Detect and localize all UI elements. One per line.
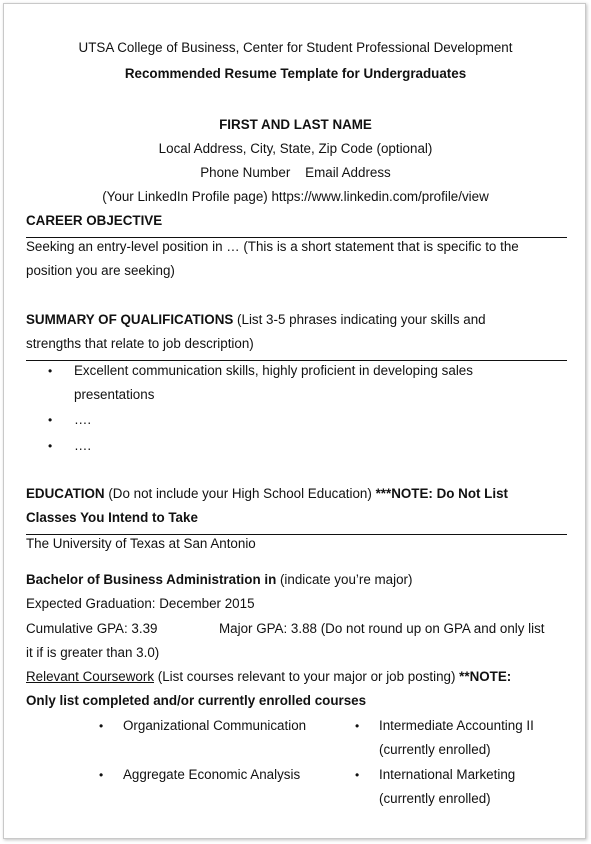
course-item: Organizational Communication [123, 718, 307, 733]
candidate-name: FIRST AND LAST NAME [219, 117, 372, 132]
coursework-line [26, 669, 511, 685]
qualification-item: …. [74, 412, 92, 427]
template-title: Recommended Resume Template for Undergraduates [124, 66, 467, 81]
cumulative-gpa: Cumulative GPA: 3.39 [26, 621, 158, 636]
bullet-icon: • [99, 768, 104, 782]
linkedin-line: (Your LinkedIn Profile page) https://www.linkedin.com/profile/view [102, 189, 489, 204]
coursework-warning-line2: Only list completed and/or currently enrolled courses [26, 693, 367, 708]
contact-line: Phone Number Email Address [200, 165, 391, 180]
summary-note: (List 3-5 phrases indicating your skills and [233, 312, 486, 327]
coursework-warning: **NOTE: [459, 669, 512, 684]
degree-note: (indicate you’re major) [276, 572, 413, 587]
address-line: Local Address, City, State, Zip Code (optional) [158, 141, 433, 156]
objective-text-line1: Seeking an entry-level position in … (This is a short statement that is specific to the [26, 239, 519, 254]
institution-line: UTSA College of Business, Center for Student Professional Development [78, 40, 513, 55]
education-heading-line [26, 486, 508, 502]
coursework-note: (List courses relevant to your major or job posting) [154, 669, 460, 684]
summary-heading-line [26, 312, 486, 328]
coursework-label: Relevant Coursework [26, 669, 155, 684]
course-item: International Marketing [379, 767, 516, 782]
degree-line [26, 572, 412, 588]
course-item: Aggregate Economic Analysis [123, 767, 301, 782]
university-name: The University of Texas at San Antonio [26, 536, 256, 551]
qualification-item-line1: Excellent communication skills, highly proficient in developing sales [74, 363, 473, 378]
course-item: Intermediate Accounting II [379, 718, 534, 733]
education-note: (Do not include your High School Education) [104, 486, 376, 501]
education-heading: EDUCATION [26, 486, 105, 501]
course-status: (currently enrolled) [379, 791, 491, 806]
bullet-icon: • [48, 439, 53, 453]
course-status: (currently enrolled) [379, 742, 491, 757]
major-gpa: Major GPA: 3.88 (Do not round up on GPA and only list [219, 621, 545, 636]
bullet-icon: • [355, 719, 360, 733]
qualification-item: …. [74, 438, 92, 453]
section-rule [26, 360, 567, 361]
career-objective-heading: CAREER OBJECTIVE [26, 213, 163, 228]
education-warning-line2: Classes You Intend to Take [26, 510, 198, 525]
bullet-icon: • [355, 768, 360, 782]
bullet-icon: • [99, 719, 104, 733]
objective-text-line2: position you are seeking) [26, 263, 175, 278]
education-warning: ***NOTE: Do Not List [375, 486, 508, 501]
bullet-icon: • [48, 413, 53, 427]
degree-title: Bachelor of Business Administration in [26, 572, 277, 587]
qualification-item-line2: presentations [74, 387, 155, 402]
section-rule [26, 237, 567, 238]
bullet-icon: • [48, 364, 53, 378]
summary-note-line2: strengths that relate to job description) [26, 336, 254, 351]
summary-heading: SUMMARY OF QUALIFICATIONS [26, 312, 234, 327]
gpa-note: it if is greater than 3.0) [26, 645, 160, 660]
section-rule [26, 534, 567, 535]
graduation-date: Expected Graduation: December 2015 [26, 596, 255, 611]
